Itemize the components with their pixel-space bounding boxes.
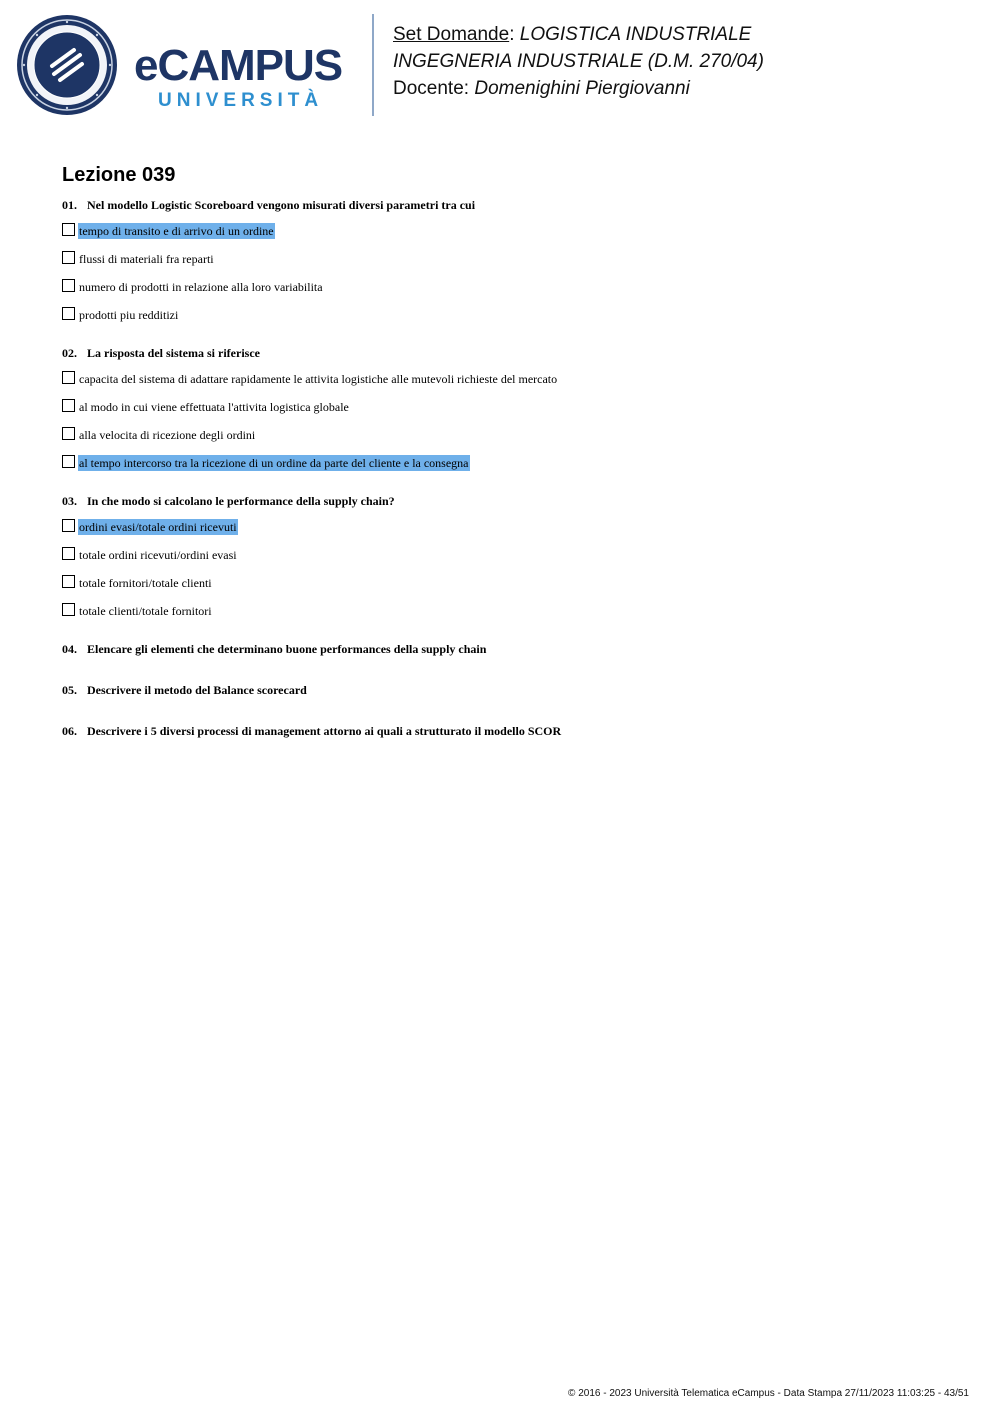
- answer-text: prodotti piu redditizi: [79, 308, 179, 322]
- course-info: [393, 21, 764, 102]
- teacher-label: Docente: [393, 78, 464, 99]
- question-number: 06.: [62, 724, 77, 738]
- question-label: La risposta del sistema si riferisce: [87, 346, 260, 360]
- page-header: [0, 0, 1000, 130]
- answer-option[interactable]: [62, 455, 942, 483]
- answer-text: capacita del sistema di adattare rapidamente le attivita logistiche alle mutevoli richieste del mercato: [79, 372, 558, 386]
- question-text: [62, 492, 942, 510]
- answer-text: alla velocita di ricezione degli ordini: [79, 428, 256, 442]
- answer-checkbox[interactable]: [62, 575, 75, 588]
- question-list: [62, 196, 942, 763]
- question-text: [62, 722, 942, 740]
- answer-option[interactable]: [62, 547, 942, 575]
- ecampus-subtitle: UNIVERSITÀ: [158, 90, 324, 111]
- question-04: [62, 640, 942, 658]
- question-03: [62, 492, 942, 640]
- question-spacer: [62, 631, 942, 640]
- question-number: 05.: [62, 683, 77, 697]
- question-spacer: [62, 483, 942, 492]
- answer-text: totale clienti/totale fornitori: [79, 604, 212, 618]
- answer-checkbox[interactable]: [62, 455, 75, 468]
- answer-option[interactable]: [62, 427, 942, 455]
- question-spacer: [62, 335, 942, 344]
- ecampus-logo: [16, 14, 361, 116]
- answer-checkbox[interactable]: [62, 547, 75, 560]
- answer-option[interactable]: [62, 575, 942, 603]
- answer-option[interactable]: [62, 251, 942, 279]
- answer-option[interactable]: [62, 279, 942, 307]
- answer-checkbox[interactable]: [62, 519, 75, 532]
- answer-checkbox[interactable]: [62, 427, 75, 440]
- answer-text: numero di prodotti in relazione alla loro variabilita: [79, 280, 323, 294]
- question-01: [62, 196, 942, 344]
- answer-option[interactable]: [62, 519, 942, 547]
- answer-checkbox[interactable]: [62, 399, 75, 412]
- answer-checkbox[interactable]: [62, 603, 75, 616]
- answer-option[interactable]: [62, 399, 942, 427]
- question-number: 04.: [62, 642, 77, 656]
- answer-checkbox[interactable]: [62, 307, 75, 320]
- course-line: Set Domande: LOGISTICA INDUSTRIALE: [393, 24, 752, 45]
- answer-checkbox[interactable]: [62, 223, 75, 236]
- answer-text: flussi di materiali fra reparti: [79, 252, 214, 266]
- answer-text-highlighted: tempo di transito e di arrivo di un ordine: [79, 224, 274, 238]
- answer-checkbox[interactable]: [62, 279, 75, 292]
- answer-text: totale fornitori/totale clienti: [79, 576, 212, 590]
- question-label: Elencare gli elementi che determinano buone performances della supply chain: [87, 642, 487, 656]
- question-06: [62, 722, 942, 740]
- question-02: [62, 344, 942, 492]
- question-label: Nel modello Logistic Scoreboard vengono misurati diversi parametri tra cui: [87, 198, 476, 212]
- answer-checkbox[interactable]: [62, 251, 75, 264]
- question-label: Descrivere il metodo del Balance scorecard: [87, 683, 307, 697]
- question-number: 02.: [62, 346, 77, 360]
- answer-option[interactable]: [62, 603, 942, 631]
- question-label: In che modo si calcolano le performance della supply chain?: [87, 494, 395, 508]
- ecampus-wordmark: eCAMPUS: [134, 41, 343, 90]
- answer-option[interactable]: [62, 371, 942, 399]
- ecampus-seal-icon: [16, 14, 118, 116]
- teacher-name: Domenighini Piergiovanni: [474, 78, 690, 99]
- question-text: [62, 640, 942, 658]
- answer-checkbox[interactable]: [62, 371, 75, 384]
- page-footer: © 2016 - 2023 Università Telematica eCampus - Data Stampa 27/11/2023 11:03:25 - 43/51: [568, 1388, 969, 1399]
- question-text: [62, 344, 942, 362]
- lesson-title: Lezione 039: [62, 164, 176, 186]
- answer-option[interactable]: [62, 307, 942, 335]
- question-number: 03.: [62, 494, 77, 508]
- answer-text: al modo in cui viene effettuata l'attivita logistica globale: [79, 400, 349, 414]
- header-divider: [372, 14, 374, 116]
- degree-name: INGEGNERIA INDUSTRIALE (D.M. 270/04): [393, 51, 764, 72]
- answer-text-highlighted: al tempo intercorso tra la ricezione di un ordine da parte del cliente e la consegna: [79, 456, 469, 470]
- question-text: [62, 681, 942, 699]
- answer-text-highlighted: ordini evasi/totale ordini ricevuti: [79, 520, 237, 534]
- question-text: [62, 196, 942, 214]
- question-05: [62, 681, 942, 699]
- course-name: LOGISTICA INDUSTRIALE: [519, 24, 752, 45]
- question-number: 01.: [62, 198, 77, 212]
- question-label: Descrivere i 5 diversi processi di management attorno ai quali a strutturato il modello SCOR: [87, 724, 562, 738]
- set-label: Set Domande: [393, 24, 510, 45]
- teacher-line: Docente: Domenighini Piergiovanni: [393, 78, 690, 99]
- answer-text: totale ordini ricevuti/ordini evasi: [79, 548, 237, 562]
- answer-option[interactable]: [62, 223, 942, 251]
